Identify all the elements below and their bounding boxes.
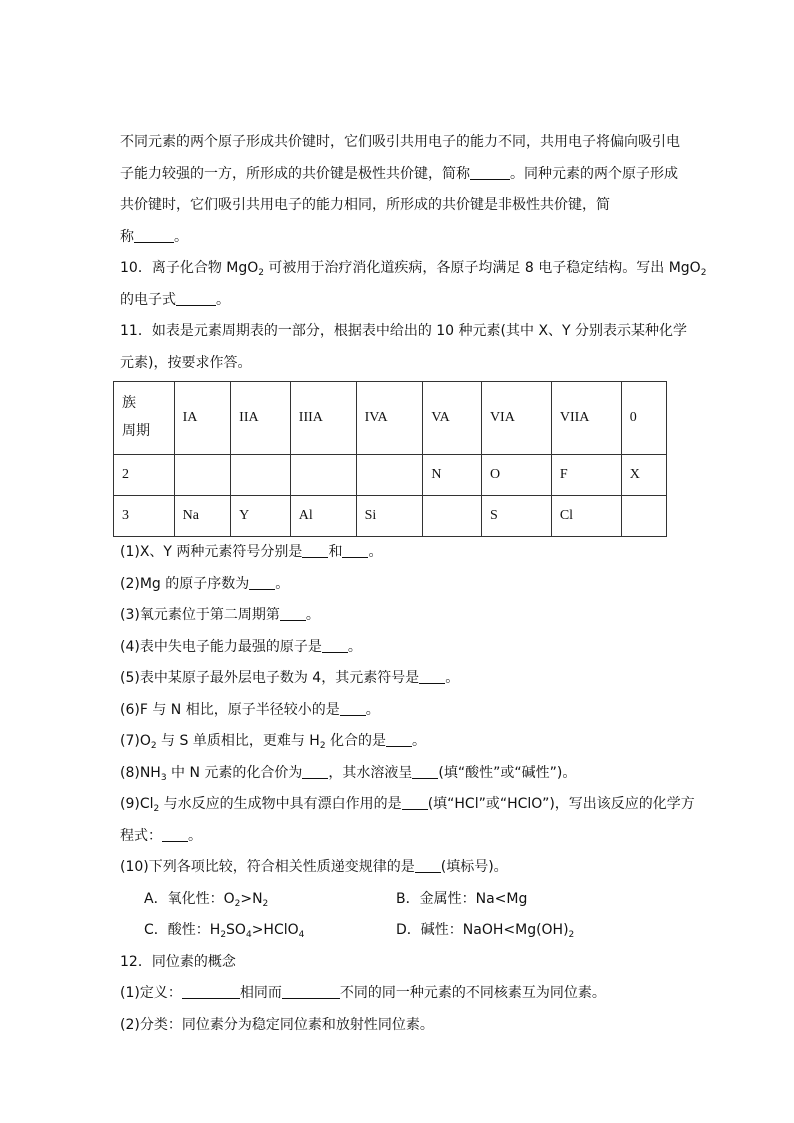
q11-sub-5 [120,663,676,695]
group-header: IA [174,382,231,455]
answer-blank [412,764,438,779]
group-header: VIA [481,382,551,455]
subscript: 3 [160,772,167,783]
text: 。 [368,544,383,560]
answer-blank [402,795,428,810]
option-c [144,915,304,947]
text: (1)X、Y 两种元素符号分别是 [120,544,303,560]
text: (填“酸性”或“碱性”)。 [438,764,577,781]
answer-blank [176,291,216,306]
text: D．碱性：NaOH<Mg(OH) [396,922,569,938]
q11-line-1 [120,316,688,348]
subscript: 2 [568,930,575,940]
answer-blank [415,858,441,873]
period-cell: 2 [114,455,175,496]
group-header: VIIA [551,382,621,455]
periodic-table [113,381,667,537]
text: A．氧化性：O [144,890,235,907]
element-cell [231,455,291,496]
corner-bottom-label: 周期 [122,424,150,439]
text: (2)Mg 的原子序数为 [120,575,250,592]
intro-line-3 [120,190,676,222]
option-a [144,884,268,916]
q10-line-1 [120,253,707,285]
text: 10．离子化合物 MgO [120,260,259,276]
answer-blank [302,543,328,558]
text: 。同种元素的两个原子形成 [510,165,678,182]
option-b [396,884,527,916]
q10-line-2 [120,285,676,317]
element-cell: Al [290,496,356,537]
text: 相同而 [239,985,282,1001]
table-row-period-2 [114,455,667,496]
table-row-period-3 [114,496,667,537]
q11-sub-9 [120,789,695,821]
subscript: 2 [258,268,264,278]
text: >N [240,890,263,907]
text: (2)分类：同位素分为稳定同位素和放射性同位素。 [120,1016,434,1033]
text: 。 [275,575,290,592]
element-cell: Na [174,496,231,537]
text: (10)下列各项比较，符合相关性质递变规律的是 [120,859,415,875]
text: 和 [328,544,343,560]
subscript: 2 [153,804,160,814]
text: (9)Cl [120,796,154,812]
q11-sub-9-cont [120,821,676,853]
text: 12．同位素的概念 [120,953,236,970]
answer-blank [419,669,445,684]
text: 共价键时，它们吸引共用电子的能力相同，所形成的共价键是非极性共价键，简 [120,197,610,213]
options-row-cd [120,915,676,947]
answer-blank [340,701,366,716]
text: 元素)，按要求作答。 [120,354,252,371]
text: 中 N 元素的化合价为 [166,764,303,781]
group-header: IIA [231,382,291,455]
corner-cell [114,382,175,455]
text: (填“HCl”或“HClO”)，写出该反应的化学方 [427,796,695,812]
text: 子能力较强的一方，所形成的共价键是极性共价键，简称 [120,165,470,182]
subscript: 4 [298,930,305,940]
q11-sub-3 [120,600,676,632]
answer-blank [162,827,188,842]
q11-sub-2 [120,569,676,601]
answer-blank [386,732,412,747]
text: 。 [445,670,460,686]
text: (1)定义： [120,985,182,1001]
text: 称 [120,228,134,245]
answer-blank [249,575,275,590]
text: 化合的是 [325,733,386,749]
text: (填标号)。 [440,859,508,875]
element-cell [356,455,423,496]
text: 程式： [120,827,162,844]
text: (3)氧元素位于第二周期第 [120,607,280,623]
element-cell: Cl [551,496,621,537]
text: 11．如表是元素周期表的一部分，根据表中给出的 10 种元素(其中 X、Y 分别表示某种化学 [120,323,688,339]
text: 。 [305,607,320,623]
text: (7)O [120,733,151,749]
text: (6)F 与 N 相比，原子半径较小的是 [120,701,340,718]
intro-line-4 [120,222,676,254]
q11-sub-10 [120,852,676,884]
subscript: 2 [262,898,269,909]
q12-title [120,947,676,979]
answer-blank [182,984,240,999]
q12-line-1 [120,978,676,1010]
text: (8)NH [120,764,161,781]
text: B．金属性：Na<Mg [396,890,528,907]
q11-line-2 [120,348,676,380]
text: 的电子式 [120,291,176,308]
element-cell: O [481,455,551,496]
text: 。 [188,827,202,844]
options-row-ab [120,884,676,916]
answer-blank [470,165,510,180]
period-cell: 3 [114,496,175,537]
element-cell: F [551,455,621,496]
q12-line-2 [120,1010,676,1042]
intro-line-1 [120,127,680,159]
corner-top-label: 族 [122,396,136,411]
text: 与水反应的生成物中具有漂白作用的是 [159,796,402,812]
element-cell [423,496,482,537]
answer-blank [322,638,348,653]
document-body [120,127,707,1041]
element-cell [174,455,231,496]
intro-line-2 [120,159,676,191]
subscript: 2 [220,930,227,940]
subscript: 2 [234,898,241,909]
text: 。 [347,638,362,655]
text: 不同的同一种元素的不同核素互为同位素。 [339,985,606,1001]
text: 。 [174,228,188,245]
text: ，其水溶液呈 [328,764,413,781]
text: (5)表中某原子最外层电子数为 4，其元素符号是 [120,670,420,686]
subscript: 2 [319,741,326,751]
answer-blank [282,984,340,999]
group-header: 0 [621,382,666,455]
element-cell: Y [231,496,291,537]
answer-blank [134,228,174,243]
group-header: VA [423,382,482,455]
answer-blank [302,764,328,779]
option-d [396,915,574,947]
text: C．酸性：H [144,922,221,938]
q11-sub-8 [120,758,676,790]
q11-sub-1 [120,537,676,569]
text: >HClO [251,922,299,938]
text: SO [226,922,246,938]
text: 可被用于治疗消化道疾病，各原子均满足 8 电子稳定结构。写出 MgO [263,260,701,276]
table-header-row [114,382,667,455]
group-header: IVA [356,382,423,455]
q11-sub-7 [120,726,676,758]
group-header: IIIA [290,382,356,455]
q11-sub-4 [120,632,676,664]
text: 。 [412,733,426,749]
subscript: 2 [150,741,157,751]
q11-sub-6 [120,695,676,727]
element-cell: S [481,496,551,537]
text: (4)表中失电子能力最强的原子是 [120,638,322,655]
element-cell [621,496,666,537]
subscript: 4 [245,930,252,940]
text: 。 [216,291,230,308]
answer-blank [280,606,306,621]
text: 不同元素的两个原子形成共价键时，它们吸引共用电子的能力不同，共用电子将偏向吸引电 [120,134,680,150]
text: 。 [365,701,380,718]
answer-blank [342,543,368,558]
element-cell: X [621,455,666,496]
element-cell [290,455,356,496]
text: 与 S 单质相比，更难与 H [156,733,320,749]
subscript: 2 [700,268,707,278]
element-cell: N [423,455,482,496]
element-cell: Si [356,496,423,537]
